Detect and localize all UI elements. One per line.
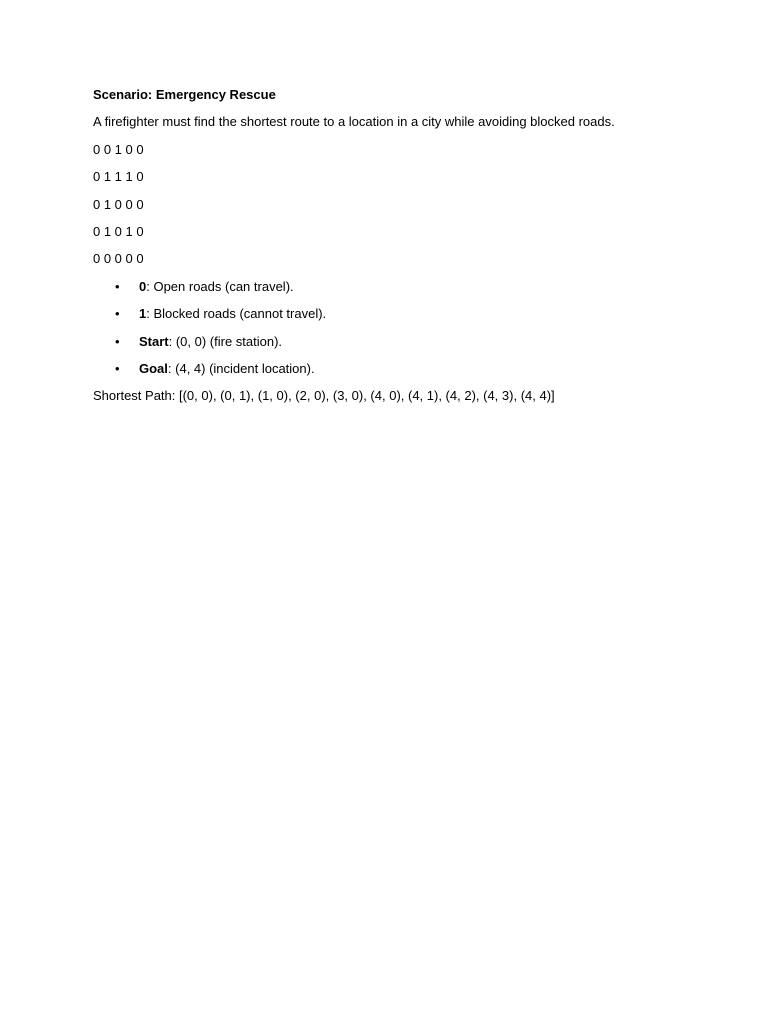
legend-term: Goal bbox=[139, 360, 168, 376]
grid-row: 0 1 1 1 0 bbox=[93, 169, 144, 185]
scenario-title: Scenario: Emergency Rescue bbox=[93, 87, 276, 102]
grid-row: 0 1 0 0 0 bbox=[93, 196, 144, 212]
legend-text: : Blocked roads (cannot travel). bbox=[146, 306, 327, 322]
bullet-icon: • bbox=[115, 306, 120, 322]
legend-term: 1 bbox=[139, 306, 147, 322]
legend-text: : Open roads (can travel). bbox=[146, 278, 294, 294]
legend-item-goal bbox=[93, 360, 713, 387]
grid-row: 0 0 0 0 0 bbox=[93, 251, 144, 267]
scenario-description: A firefighter must find the shortest route to a location in a city while avoiding blocked roads. bbox=[93, 114, 615, 130]
legend-term: 0 bbox=[139, 278, 147, 294]
legend-item-blocked bbox=[93, 305, 713, 332]
legend-text: : (0, 0) (fire station). bbox=[168, 333, 283, 349]
bullet-icon: • bbox=[115, 360, 120, 376]
legend-item-open bbox=[93, 278, 713, 305]
document-page bbox=[93, 86, 713, 415]
grid-matrix bbox=[93, 141, 713, 278]
legend-text: : (4, 4) (incident location). bbox=[167, 360, 315, 376]
grid-row: 0 0 1 0 0 bbox=[93, 141, 144, 157]
legend-item-start bbox=[93, 333, 713, 360]
legend-term: Start bbox=[139, 333, 169, 349]
bullet-icon: • bbox=[115, 278, 120, 294]
shortest-path-result: Shortest Path: [(0, 0), (0, 1), (1, 0), (2, 0), (3, 0), (4, 0), (4, 1), (4, 2), (4, 3), (4, 4)] bbox=[93, 388, 555, 404]
bullet-icon: • bbox=[115, 333, 120, 349]
grid-row: 0 1 0 1 0 bbox=[93, 223, 144, 239]
legend-list bbox=[93, 278, 713, 388]
